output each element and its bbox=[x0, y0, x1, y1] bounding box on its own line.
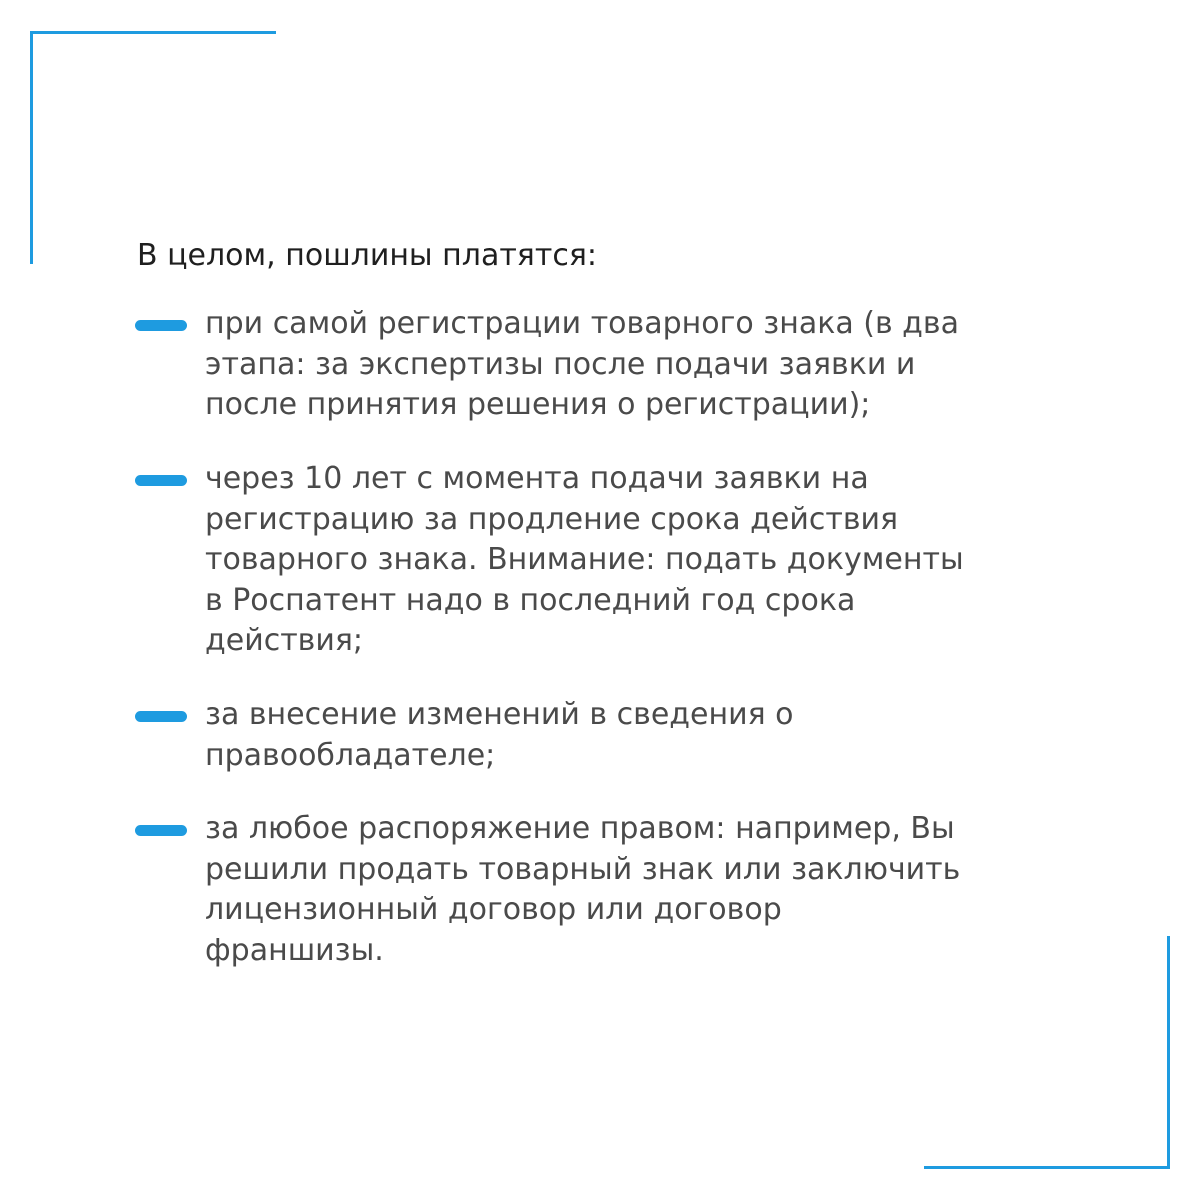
list-item-line: действия; bbox=[205, 623, 363, 658]
intro-heading: В целом, пошлины платятся: bbox=[137, 238, 597, 273]
list-item-line: этапа: за экспертизы после подачи заявки и bbox=[205, 346, 916, 382]
list-item-line: решили продать товарный знак или заключить bbox=[205, 851, 961, 887]
frame-top-left-vertical bbox=[30, 31, 33, 264]
pill-bullet-icon bbox=[135, 711, 187, 722]
list-item-line: лицензионный договор или договор bbox=[205, 892, 782, 927]
list-item-text bbox=[205, 304, 1135, 426]
list-item-line: за внесение изменений в сведения о bbox=[205, 697, 794, 732]
list-item-line: регистрацию за продление срока действия bbox=[205, 501, 899, 537]
pill-bullet-icon bbox=[135, 320, 187, 331]
frame-bottom-right-horizontal bbox=[924, 1166, 1170, 1169]
frame-top-left-horizontal bbox=[30, 31, 276, 34]
list-item-line: товарного знака. Внимание: подать документы bbox=[205, 542, 964, 577]
list-item-line: после принятия решения о регистрации); bbox=[205, 387, 871, 422]
list-item-text bbox=[205, 459, 1135, 662]
list-item-line: за любое распоряжение правом: например, Вы bbox=[205, 811, 955, 846]
pill-bullet-icon bbox=[135, 475, 187, 486]
list-item-line: в Роспатент надо в последний год срока bbox=[205, 582, 856, 618]
list-item-line: через 10 лет с момента подачи заявки на bbox=[205, 461, 869, 496]
pill-bullet-icon bbox=[135, 825, 187, 836]
list-item-text bbox=[205, 809, 1135, 971]
list-item-line: франшизы. bbox=[205, 932, 384, 968]
list-item-text bbox=[205, 695, 1135, 776]
list-item-line: правообладателе; bbox=[205, 737, 496, 773]
frame-bottom-right-vertical bbox=[1167, 936, 1170, 1169]
list-item-line: при самой регистрации товарного знака (в два bbox=[205, 306, 959, 341]
